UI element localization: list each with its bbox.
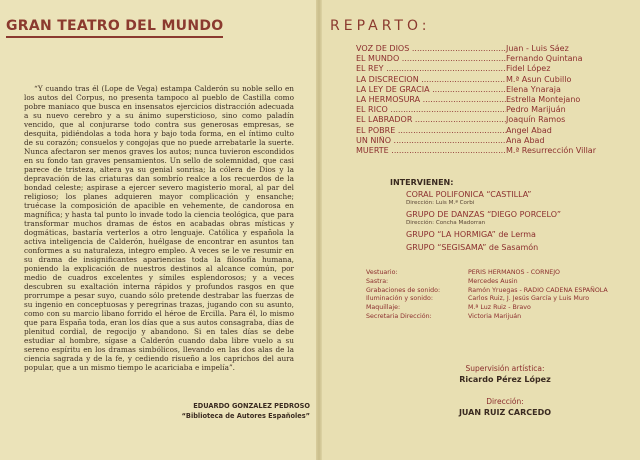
cast-list [356, 44, 611, 156]
actor: Elena Ynaraja [506, 84, 561, 94]
cast-row [356, 44, 611, 54]
cast-row [356, 64, 611, 74]
group-item [406, 230, 626, 240]
intervienen-title: INTERVIENEN: [390, 178, 454, 187]
group-name: CORAL POLIFONICA “CASTILLA” [406, 190, 532, 199]
actor: Juan - Luis Sáez [506, 44, 569, 53]
direction-name: JUAN RUIZ CARCEDO [458, 408, 552, 417]
group-item [406, 190, 626, 207]
cast-row [356, 85, 611, 95]
tech-value: Ramón Yruegas - RADIO CADENA ESPAÑOLA [468, 286, 608, 294]
cast-row [356, 95, 611, 105]
tech-label: Maquillaje: [366, 304, 401, 312]
actor: Fidel López [506, 64, 551, 74]
author-name: EDUARDO GONZALEZ PEDROSO [193, 402, 310, 410]
actor: Angel Abad [506, 125, 552, 135]
group-name: GRUPO “SEGISAMA” de Sasamón [406, 243, 539, 252]
direction-label: Dirección: [486, 397, 524, 406]
tech-value: PERIS HERMANOS - CORNEJO [468, 269, 561, 276]
supervision-name: Ricardo Pérez López [459, 375, 551, 384]
page-title: GRAN TEATRO DEL MUNDO [6, 18, 223, 38]
tech-row [366, 269, 626, 278]
role: VOZ DE DIOS ..... [356, 44, 506, 54]
tech-label: Iluminación y sonido: [366, 295, 433, 303]
tech-row [366, 295, 626, 304]
tech-label: Sastra: [366, 277, 389, 285]
role: MUERTE ..... [356, 146, 506, 156]
technical-credits [366, 269, 626, 322]
author-source: “Biblioteca de Autores Españoles” [181, 412, 310, 420]
role: EL POBRE ..... [356, 126, 506, 136]
group-name: GRUPO “LA HORMIGA” de Lerma [406, 230, 536, 239]
supervision-label: Supervisión artística: [465, 364, 545, 373]
actor: M.ª Resurrección Villar [506, 145, 596, 155]
groups-list [406, 190, 626, 256]
role: LA LEY DE GRACIA ..... [356, 85, 506, 95]
role: LA HERMOSURA ..... [356, 95, 506, 105]
tech-row [366, 313, 626, 322]
actor: M.ª Asun Cubillo [506, 74, 572, 84]
tech-label: Vestuario: [366, 269, 398, 276]
role: EL REY ..... [356, 64, 506, 74]
group-director: Dirección: Concha Madorran [406, 220, 486, 226]
tech-value: Mercedes Ausin [468, 277, 518, 285]
tech-row [366, 278, 626, 287]
tech-value: Victoria Marijuán [468, 312, 522, 320]
actor: Ana Abad [506, 135, 545, 145]
tech-row [366, 304, 626, 313]
direction-credit [420, 396, 590, 418]
cast-row [356, 105, 611, 115]
tech-label: Secretaria Dirección: [366, 312, 432, 320]
actor: Estrella Montejano [506, 94, 581, 104]
cast-row [356, 146, 611, 156]
cast-row [356, 115, 611, 125]
tech-value: M.ª Luz Ruiz - Bravo [468, 304, 531, 312]
supervision-credit [420, 363, 590, 385]
cast-title: REPARTO: [330, 18, 431, 34]
quote-text: “Y cuando tras él (Lope de Vega) estampa Calderón su noble sello en los autos del Corpus, no presenta tampoco al pueblo de Castilla como pobre maniaco que busca en insensatos ejercicios distracción adecuada a su nuevo cerebro y a su ánimo supersticioso, sino como paladín vencido, que al conjurarse todo contra sus generosas empresas, se desquita, pidiéndolas a toda hora y bajo toda forma, en el íntimo culto de su corazón; consuelos y congojas que no puede arrebatarle la suerte. Nunca afectaron ser menos graves los autos; nunca tuvieron escondidos en su fondo tan graves pensamientos. Un sello de solemnidad, que casi parece de tristeza, altera ya su genial sonrisa; la cólera de Dios y la depravación de las criaturas dan sombrío realce a los recuerdos de la bondad celeste; aspirase a ejercer severo magisterio moral, al par del religioso; los planes adquieren mayor complicación y ensanche; truécase la composición de apacible en vehemente, de candorosa en magnífica; y hasta tal punto lo invade todo la ciencia teológica, que para transformar muchos dramas de éstos en acabadas obras místicas y dogmáticas, bastaría verterlos a otro lenguaje. Católica y española la activa inteligencia de Calderón, huélgase de encontrar en asuntos tan conformes a su naturaleza, integro empleo. A veces se le ve resumir en su drama de insignificantes apariencias toda la filosofía humana, poniendo la explicación de nuestros destinos al alcance común, por medio de cuadros excelentes y símiles esplendorosos; y a veces descubren su exaltación interna rápidos y profundos rasgos en que prorrumpe a pesar suyo, cuando sólo pretende destrabar las fuerzas de su ingenio en conceptuosas y peregrinas trazas, jugando con su asunto, como con su marcio libano forrido el héroe de Ercilla. Para él, lo mismo que para España toda, eran los días que a sus autos consagraba, días de plenitud cordial, de regocijo y abandono. Si en tales días se debe estudiar al hombre, sígase a Calderón cuando daba libre vuelo a su sereno espíritu en los dramas simbólicos, llevando en las dos alas de la ciencia sagrada y de la fe, y cediendo risueño a los caprichos del aura popular, que a un mismo tiempo le acariciaba e impelía”. [24, 84, 294, 372]
group-item [406, 243, 626, 253]
tech-label: Grabaciones de sonido: [366, 286, 441, 294]
role: UN NIÑO ..... [356, 136, 506, 146]
group-item [406, 210, 626, 227]
group-director: Dirección: Luis M.ª Corbi [406, 200, 475, 206]
cast-row [356, 126, 611, 136]
actor: Joaquín Ramos [506, 115, 566, 125]
actor: Pedro Marijuán [506, 105, 566, 115]
actor: Fernando Quintana [506, 54, 583, 64]
page-fold [316, 0, 322, 460]
cast-row [356, 54, 611, 64]
group-name: GRUPO DE DANZAS “DIEGO PORCELO” [406, 210, 561, 219]
role: LA DISCRECION ..... [356, 75, 506, 85]
quote-attribution [100, 401, 310, 421]
cast-row [356, 75, 611, 85]
cast-row [356, 136, 611, 146]
tech-value: Carlos Ruiz, J. Jesús García y Luis Muro [468, 295, 590, 303]
role: EL RICO ..... [356, 105, 506, 115]
role: EL MUNDO ..... [356, 54, 506, 64]
role: EL LABRADOR ..... [356, 115, 506, 125]
